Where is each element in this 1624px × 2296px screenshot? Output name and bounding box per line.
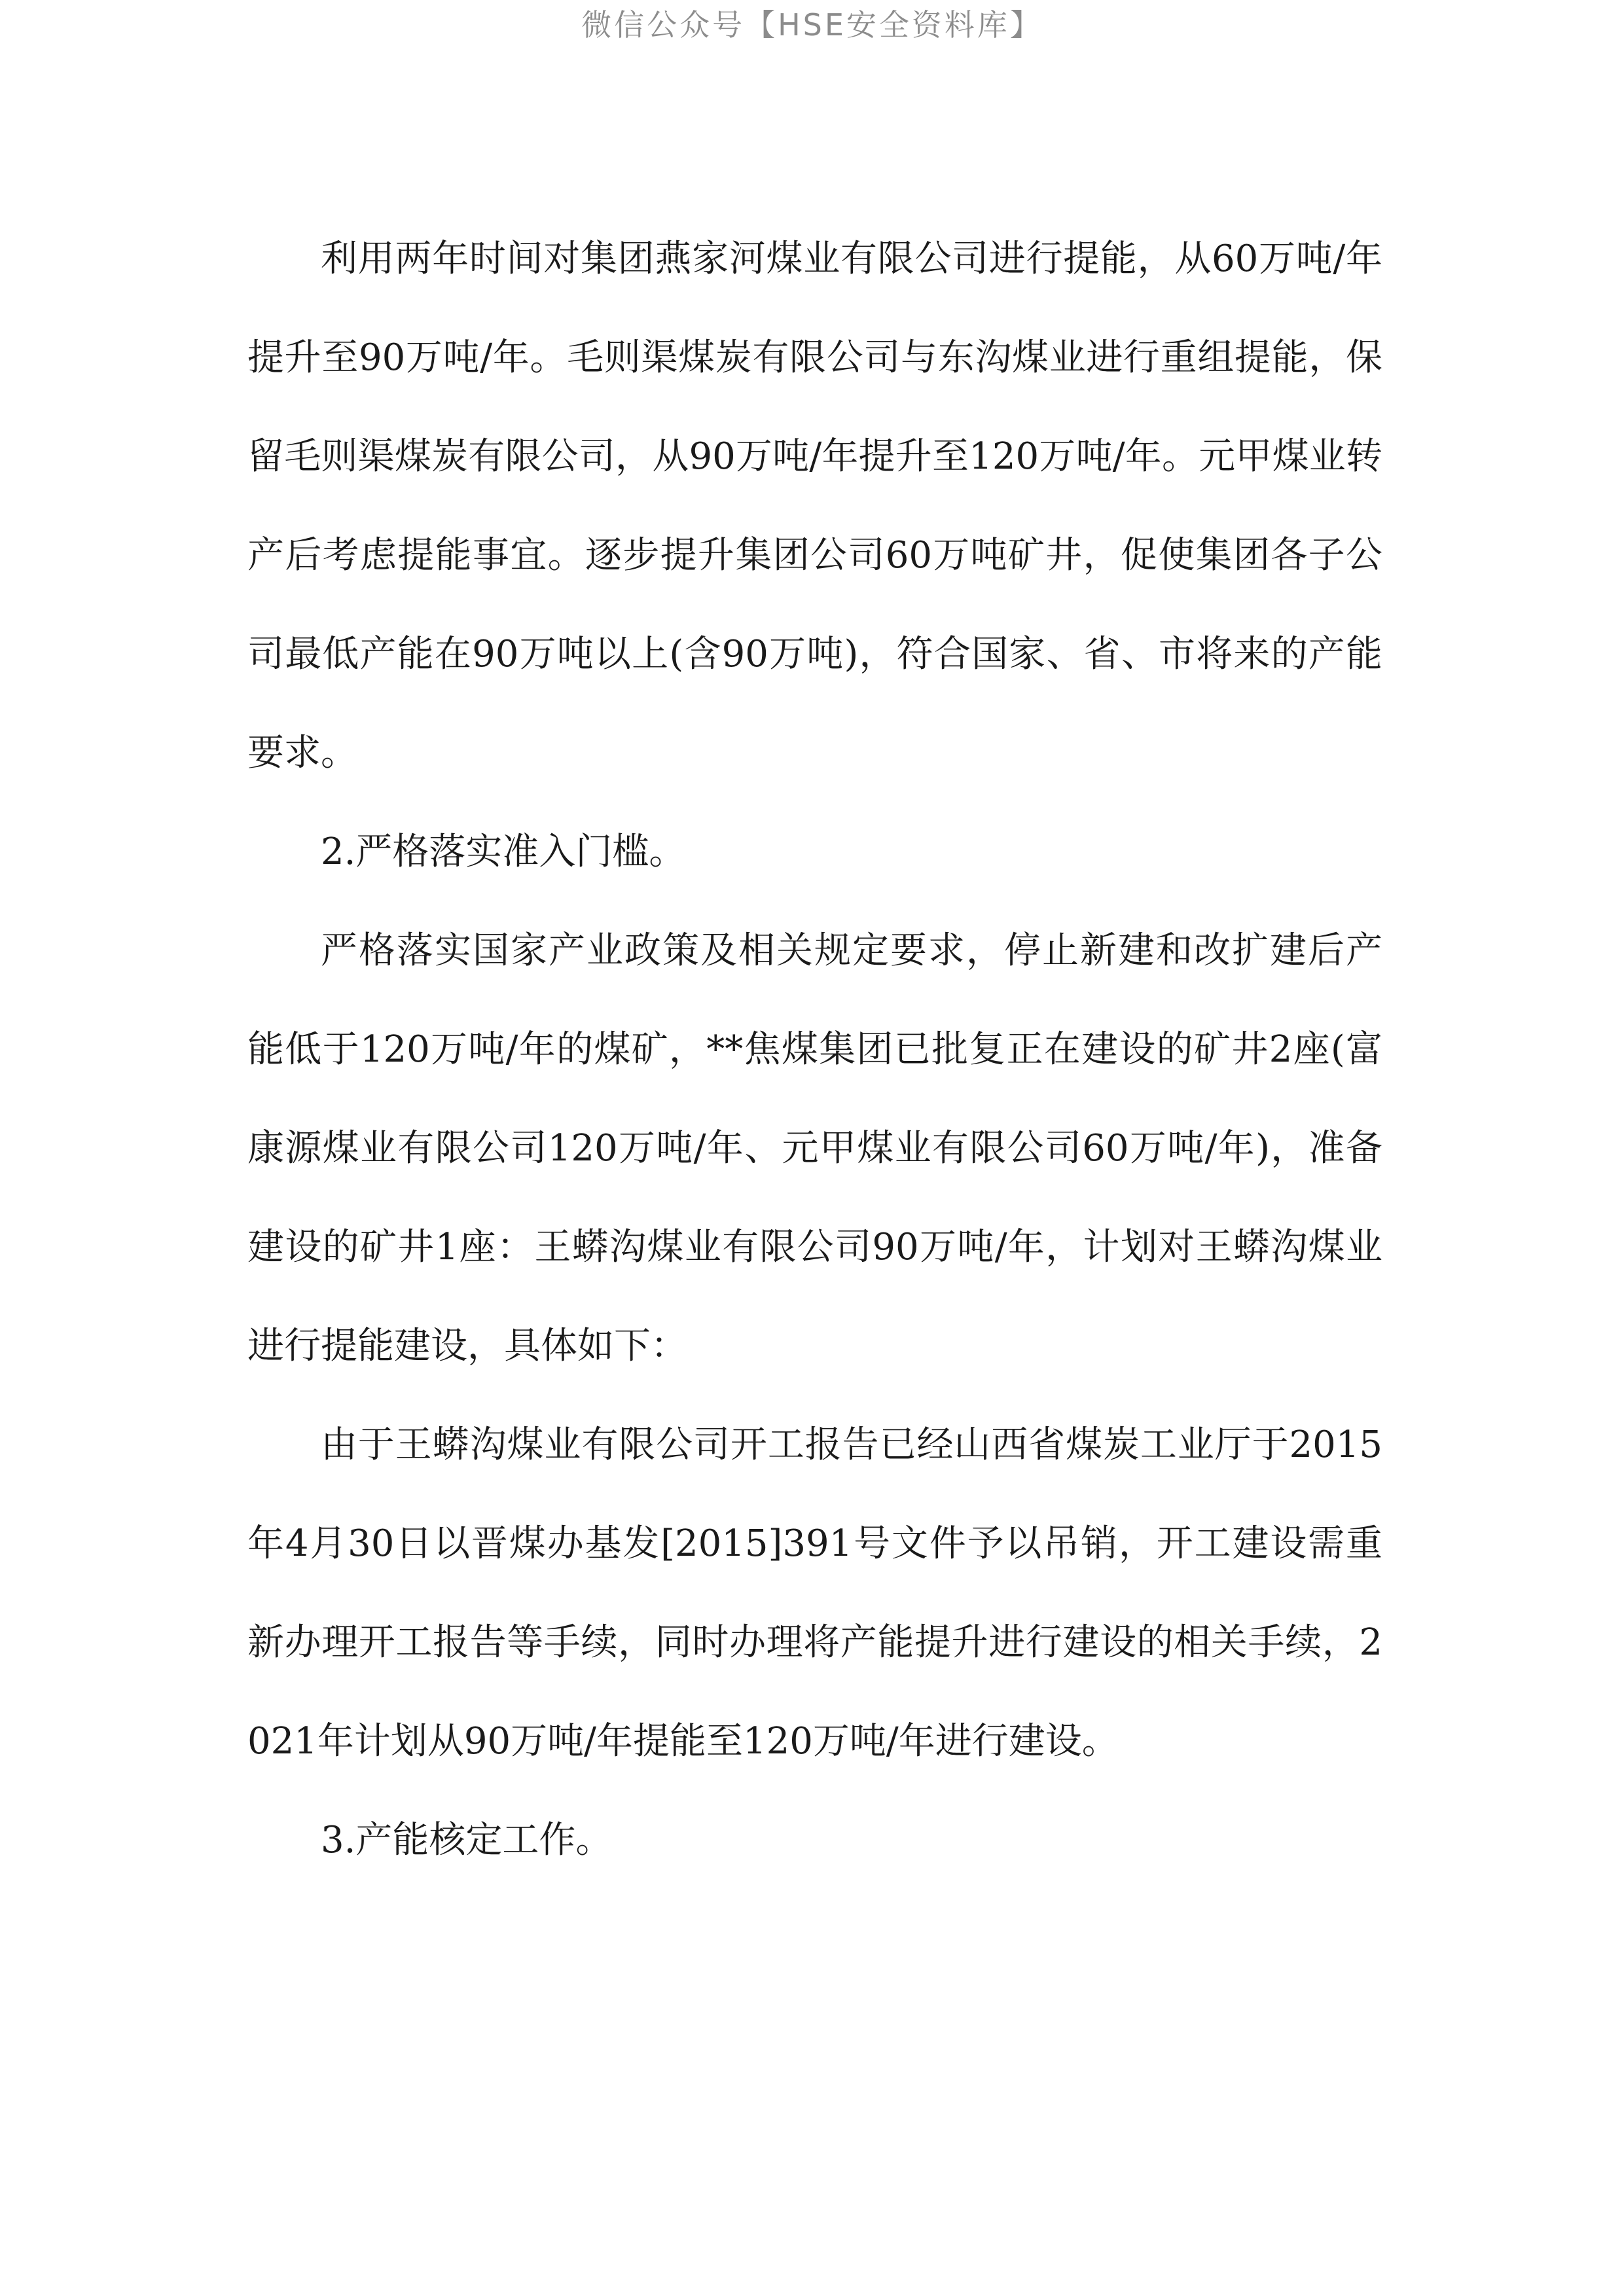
watermark-header: 微信公众号【HSE安全资料库】 <box>581 7 1043 43</box>
paragraph-industry-policy: 严格落实国家产业政策及相关规定要求，停止新建和改扩建后产能低于120万吨/年的煤矿，**焦煤集团已批复正在建设的矿井2座(富康源煤业有限公司120万吨/年、元甲煤业有限公司60万吨/年)，准备建设的矿井1座：王蟒沟煤业有限公司90万吨/年，计划对王蟒沟煤业进行提能建设，具体如下： <box>247 929 1382 1367</box>
section-heading-capacity-verification: 3.产能核定工作。 <box>321 1819 613 1861</box>
document-body <box>247 209 1382 1890</box>
paragraph-wangmanggou-permit: 由于王蟒沟煤业有限公司开工报告已经山西省煤炭工业厅于2015年4月30日以晋煤办基发[2015]391号文件予以吊销，开工建设需重新办理开工报告等手续，同时办理将产能提升进行建设的相关手续，2021年计划从90万吨/年提能至120万吨/年进行建设。 <box>247 1424 1382 1763</box>
paragraph-capacity-upgrade: 利用两年时间对集团燕家河煤业有限公司进行提能，从60万吨/年提升至90万吨/年。毛则渠煤炭有限公司与东沟煤业进行重组提能，保留毛则渠煤炭有限公司，从90万吨/年提升至120万吨/年。元甲煤业转产后考虑提能事宜。逐步提升集团公司60万吨矿井，促使集团各子公司最低产能在90万吨以上(含90万吨)，符合国家、省、市将来的产能要求。 <box>247 238 1382 774</box>
section-heading-access-threshold: 2.严格落实准入门槛。 <box>321 831 686 873</box>
